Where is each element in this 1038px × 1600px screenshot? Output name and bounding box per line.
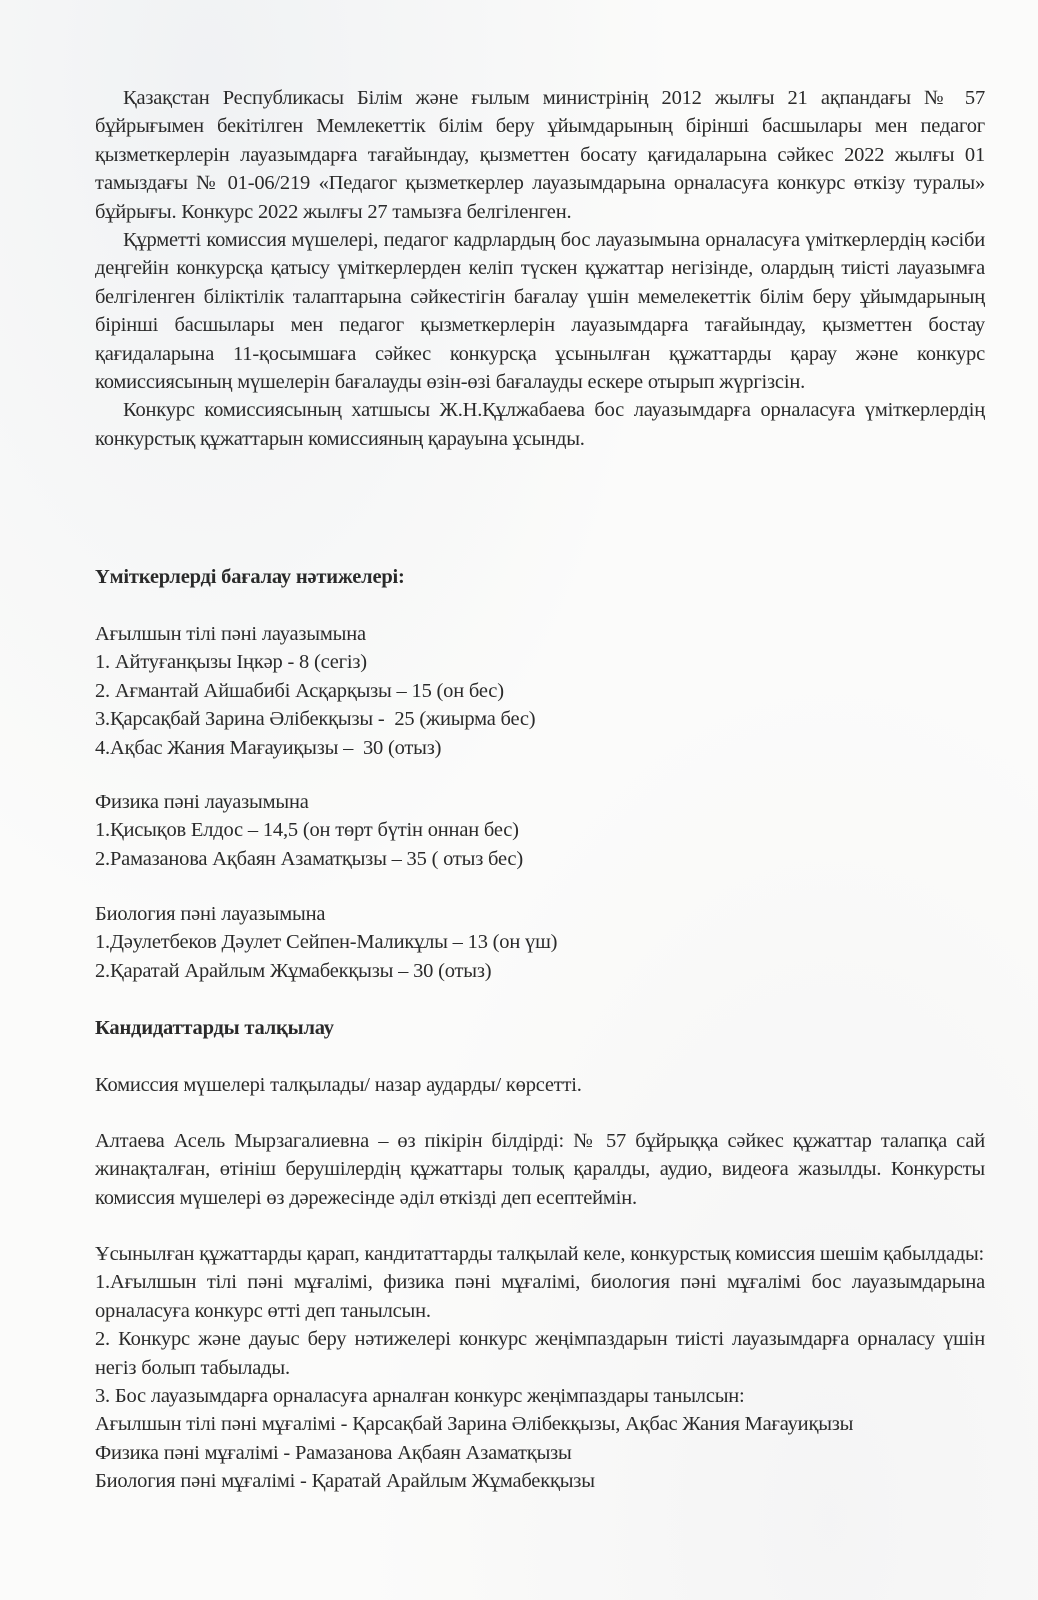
candidate-score: 1.Дәулетбеков Дәулет Сейпен-Маликұлы – 13 (он үш)	[95, 931, 558, 954]
candidate-score: 3.Қарсақбай Зарина Әлібекқызы - 25 (жиырма бес)	[95, 708, 536, 731]
candidate-score: 4.Ақбас Жания Мағауиқызы – 30 (отыз)	[95, 736, 442, 759]
group-title: Ағылшын тілі пәні лауазымына	[95, 623, 366, 645]
decision-point-2: 2. Конкурс және дауыс беру нәтижелері конкурс жеңімпаздарын тиісті лауазымдарға орналасу үшін негіз болып табылады.	[95, 1328, 985, 1379]
winner-line: Ағылшын тілі пәні мұғалімі - Қарсақбай Зарина Әлібекқызы, Ақбас Жания Мағауиқызы	[95, 1413, 854, 1436]
decision-point-3: 3. Бос лауазымдарға орналасуға арналған конкурс жеңімпаздары танылсын:	[95, 1385, 745, 1408]
results-heading: Үміткерлерді бағалау нәтижелері:	[95, 566, 405, 588]
results-group-physics	[95, 788, 985, 873]
decision-section	[95, 1240, 985, 1496]
candidate-score: 2.Қаратай Арайлым Жұмабекқызы – 30 (отыз)	[95, 959, 492, 982]
discussion-heading: Кандидаттарды талқылау	[95, 1017, 334, 1039]
winner-line: Физика пәні мұғалімі - Рамазанова Ақбаян Азаматқызы	[95, 1441, 572, 1464]
group-title: Биология пәні лауазымына	[95, 903, 326, 925]
candidate-score: 2. Ағмантай Айшабибі Асқарқызы – 15 (он бес)	[95, 679, 504, 702]
intro-section	[95, 84, 985, 453]
results-group-biology	[95, 900, 985, 985]
group-title: Физика пәні лауазымына	[95, 791, 309, 813]
decision-point-1: 1.Ағылшын тілі пәні мұғалімі, физика пәні мұғалімі, биология пәні мұғалімі бос лауазымдарына орналасуға конкурс өтті деп танылсын.	[95, 1271, 985, 1322]
intro-paragraph-3: Конкурс комиссиясының хатшысы Ж.Н.Құлжабаева бос лауазымдарға орналасуға үміткерлердің конкурстық құжаттарын комиссияның қарауына ұсынды.	[95, 399, 985, 450]
intro-paragraph-1: Қазақстан Республикасы Білім және ғылым министрінің 2012 жылғы 21 ақпандағы № 57 бұйрығымен бекітілген Мемлекеттік білім беру ұйымдарының бірінші басшылары мен педагог қызметкерлерін лауазымдарға тағайындау, қызметтен босату қағидаларына сәйкес 2022 жылғы 01 тамыздағы № 01-06/219 «Педагог қызметкерлер лауазымдарына орналасуға конкурс өткізу туралы» бұйрығы. Конкурс 2022 жылғы 27 тамызға белгіленген.	[95, 87, 985, 223]
results-group-english	[95, 620, 985, 762]
intro-paragraph-2: Құрметті комиссия мүшелері, педагог кадрлардың бос лауазымына орналасуға үміткерлердің кәсіби деңгейін конкурсқа қатысу үміткерлерден келіп түскен құжаттар негізінде, олардың тиісті лауазымға белгіленген біліктілік талаптарына сәйкестігін бағалау үшін мемелекеттік білім беру ұйымдарының бірінші басшылары мен педагог қызметкерлерін лауазымдарға тағайындау, қызметтен бостау қағидаларына 11-қосымшаға сәйкес конкурсқа ұсынылған құжаттарды қарау және конкурс комиссиясының мүшелерін бағалауды өзін-өзі бағалауды ескере отырып жүргізсін.	[95, 229, 985, 394]
discussion-statement: Комиссия мүшелері талқылады/ назар аударды/ көрсетті.	[95, 1074, 582, 1096]
candidate-score: 2.Рамазанова Ақбаян Азаматқызы – 35 ( отыз бес)	[95, 847, 523, 870]
decision-intro: Ұсынылған құжаттарды қарап, кандитаттарды талқылай келе, конкурстық комиссия шешім қабылдады:	[95, 1243, 985, 1265]
candidate-score: 1.Қисықов Елдос – 14,5 (он төрт бүтін оннан бес)	[95, 819, 519, 842]
candidate-score: 1. Айтуғанқызы Іңкәр - 8 (сегіз)	[95, 651, 367, 674]
discussion-opinion: Алтаева Асель Мырзагалиевна – өз пікірін білдірді: № 57 бұйрыққа сәйкес құжаттар талапқа сай жинақталған, өтініш берушілердің құжаттары толық қаралды, аудио, видеоға жазылды. Конкурсты комиссия мүшелері өз дәрежесінде әділ өткізді деп есептеймін.	[95, 1130, 985, 1209]
winner-line: Биология пәні мұғалімі - Қаратай Арайлым Жұмабекқызы	[95, 1470, 595, 1493]
